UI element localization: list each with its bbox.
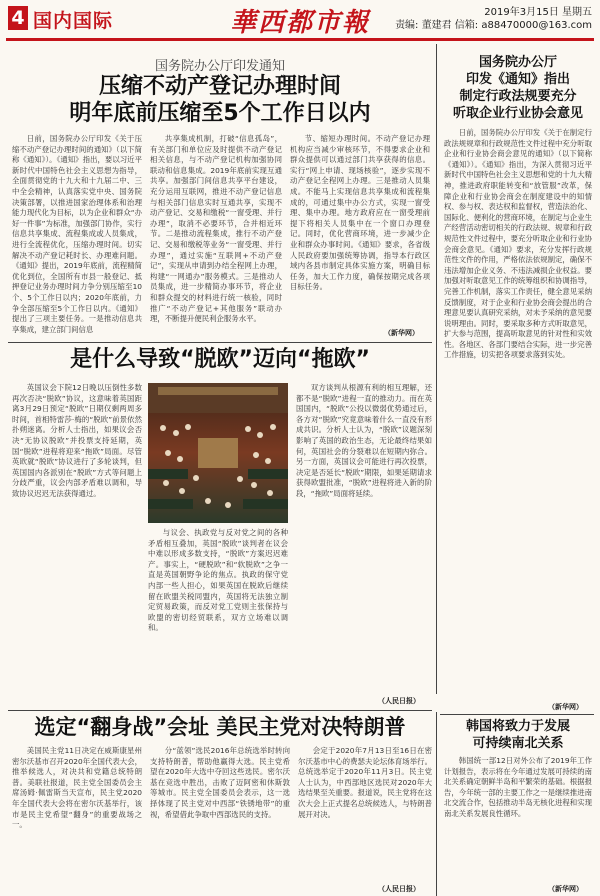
right2-title-1: 韩国将致力于发展 [465, 719, 570, 734]
date-line: 2019年3月15日 星期五 [484, 7, 592, 18]
art2-col2: 与议会、执政党与反对党之间的各种矛盾相互叠加，英国“脱欧”谈判者在议会中难以形成多数支持，“脱欧”方案迟迟难产。事实上，“硬脱欧”和“软脱欧”之争一直是英国朝野争论的焦点。执政的保守党内部一些人担心，如果英国在脱欧后继续留在欧盟关税同盟内，英国将无法独立制定贸易政策，而反对党工党则主张保持与欧盟的密切经贸联系，双方立场难以调和。 [148, 528, 288, 633]
masthead: 華西都市報 [230, 8, 371, 38]
art3-col1: 美国民主党11日决定在威斯康星州密尔沃基市召开2020年全国代表大会，推举候选人，对决共和党籍总统特朗普。美联社报道，民主党全国委员会主席汤姆·佩雷斯当天宣布，民主党2020年全国代表大会将在密尔沃基举行，该市是民主党希望“翻身”的重要战场之一。 [12, 746, 142, 830]
right2-title-2: 可持续南北关系 [472, 736, 564, 751]
column-divider-lower [436, 712, 437, 896]
header-rule [6, 38, 594, 41]
art1-title-1: 压缩不动产登记办理时间 [98, 74, 341, 99]
art3-title: 选定“翻身战”会址 美民主党对决特朗普 [34, 715, 406, 739]
art2-col3: 双方谈判从根源有利的相互理解，还都不是“脱欧”进程一直的推动力。而在英国国内，“脱欧”公投以微弱优势通过后，各方对“脱欧”究竟意味着什么一直没有形成共识。分析人士认为，“脱欧”议题深刻影响了英国的政治生态，无论最终结果如何，英国社会的分裂难以在短期内弥合。另一方面，英国议会可能进行再次投票，决定是否延长“脱欧”期限，如果延期请求获得欧盟批准，“脱欧”进程将进入新的阶段，“拖欧”局面将延续。 [296, 383, 432, 498]
art2-title: 是什么导致“脱欧”迈向“拖欧” [70, 347, 370, 372]
parliament-photo-image [148, 383, 288, 523]
art1-divider [8, 342, 432, 343]
page-number: 4 [8, 6, 28, 30]
right1-kicker: 国务院办公厅 [478, 55, 557, 70]
art3-source: （人民日报） [378, 885, 420, 893]
right1-body: 日前，国务院办公厅印发《关于在制定行政法规规章和行政规范性文件过程中充分听取企业和行业协会商会意见的通知》（以下简称《通知》）。《通知》指出，为深入贯彻习近平新时代中国特色社会主义思想和党的十九大精神，推进政府职能转变和“放管服”改革，保障企业和行业协会商会在制度建设中的知情权、参与权、表达权和监督权，营造法治化、国际化、便利化的营商环境，在制定与企业生产经营活动密切相关的行政法规、规章和行政规范性文件过程中，要充分听取企业和行业协会商会意见。《通知》要求，充分发挥行政规范性文件的作用，严格依法依规制定，确保不违法增加企业义务、不违法减损企业权益。要加强对听取意见工作的统筹组织和协调指导，完善工作机制，落实工作责任，健全意见采纳反馈制度，对于企业和行业协会商会提出的合理意见要认真研究采纳，对未予采纳的意见要说明理由。同时，要采取多种方式听取意见，扩大参与范围，提高听取意见的针对性和实效性。各地区、各部门要结合实际，进一步完善工作措施，切实把各项要求落到实处。 [444, 128, 592, 360]
parliament-photo [148, 383, 288, 523]
right1-title-3: 听取企业行业协会意见 [452, 106, 583, 121]
art1-source: （新华网） [384, 329, 419, 337]
section-title: 国内国际 [33, 10, 114, 32]
editor-line: 责编: 董建君 信箱: a88470000@163.com [395, 20, 592, 31]
right1-source: （新华网） [548, 703, 583, 711]
art1-col3: 节、缩短办理时间。不动产登记办理机构应当减少审核环节，不得要求企业和群众提供可以通过部门共享获得的信息。实行“网上申请、现场核验”，逐步实现不动产登记全程网上办理。三是推动人员集成。不能马上实现信息共享集成和流程集成的，可通过集中办公方式，实现一窗受理、集中办理。地方政府应在一窗受理前提下将相关人员集中在一个窗口办理登记。同时，优化营商环境，进一步减少企业和群众办事时间。《通知》要求，各省级人民政府要加强统筹协调，指导本行政区域内各县市制定具体实施方案，明确目标任务，加大工作力度，确保按期完成各项目标任务。 [290, 134, 430, 292]
art1-col1: 日前，国务院办公厅印发《关于压缩不动产登记办理时间的通知》（以下简称《通知》）。《通知》指出，要以习近平新时代中国特色社会主义思想为指导，全面贯彻党的十九大和十九届二中、三中全会精神，认真落实党中央、国务院决策部署，以推进国家治理体系和治理能力现代化为目标，以为企业和群众“办好一件事”为标准，加强部门协作，实行信息共享集成、流程集成或人员集成，进行全流程优化，压缩办理时间。切实解决不动产登记耗时长、办理难问题。《通知》提出，2019年底前，流程精简优化到位，全国所有市县一般登记、抵押登记业务办理时间力争分别压缩至10个、5个工作日以内；2020年底前，力争全部压缩至5个工作日以内。《通知》提出了三项主要任务。一是推动信息共享集成，建立部门间信息 [12, 134, 142, 334]
column-divider [436, 44, 437, 694]
art3-col3: 会定于2020年7月13日至16日在密尔沃基市中心的费瑟夫论坛体育场举行。总统选举定于2020年11月3日。民主党人士认为，中西部地区选民对2020年大选结果至关重要。报道说，民主党将在这次大会上正式提名总统候选人，与特朗普展开对决。 [298, 746, 432, 819]
art2-source: （人民日报） [378, 697, 420, 705]
art1-col2: 共享集成机制，打破“信息孤岛”，有关部门和单位应及时提供不动产登记相关信息，与不动产登记机构加强协同联动和信息集成。2019年底前实现互通共享。加强部门间信息共享平台建设，充分运用互联网，推进不动产登记信息与相关部门信息实时互通共享，实现不动产登记、交易和缴税“一窗受理、并行办理”，取消不必要环节，合并相近环节。二是推动流程集成，推行不动产登记、交易和缴税等业务“一窗受理、并行办理”，通过实施“互联网+不动产登记”，实现从申请到办结全程网上办理，构建“一网通办”服务模式。三是推动人员集成，进一步精简办事环节，将企业和群众提交的材料进行统一核验，同时推广“不动产登记+其他服务”联动办理，不断提升便民利企服务水平。 [150, 134, 282, 324]
right2-source: （新华网） [548, 885, 583, 893]
right1-title-1: 印发《通知》指出 [465, 72, 570, 87]
art2-col1: 英国议会下院12日晚以压倒性多数再次否决“脱欧”协议，这意味着英国距离3月29日预定“脱欧”日期仅剩两周多时间，首相特雷莎·梅的“脱欧”前景依然扑朔迷离。分析人士指出，如果议会否决“无协议脱欧”并投票支持延期，英国“脱欧”进程将迎来“拖欧”局面。尽管英欧就“脱欧”协议进行了多轮谈判，但英国国内各派别在“脱欧”方式等问题上分歧严重，议会内部矛盾难以调和，导致协议迟迟无法获得通过。 [12, 383, 142, 498]
date-block [395, 6, 592, 32]
art3-col2: 分“蓝领”选民2016年总统选举时转向支持特朗普，帮助他赢得大选。民主党希望在2020年大选中夺回这些选民。密尔沃基在竞选中胜出，击败了迈阿密和休斯敦等城市。民主党全国委员会表示，这一选择体现了民主党对中西部“铁锈地带”的重视，希望借此争取中西部选民的支持。 [150, 746, 290, 819]
page-header [0, 0, 600, 40]
right2-body: 韩国统一部12日对外公布了2019年工作计划报告，表示将在今年通过发展可持续的南北关系确定朝鲜半岛和平繁荣的基础。根据报告，今年统一部的主要工作之一是继续推进南北交流合作，包括推动半岛无核化进程和实现南北关系发展良性循环。 [444, 756, 592, 818]
art2-divider [8, 710, 432, 711]
right-divider [440, 714, 594, 715]
right1-title-2: 制定行政法规要充分 [459, 89, 577, 104]
art1-kicker: 国务院办公厅印发通知 [154, 59, 285, 74]
art1-title-2: 明年底前压缩至5个工作日以内 [69, 101, 371, 126]
